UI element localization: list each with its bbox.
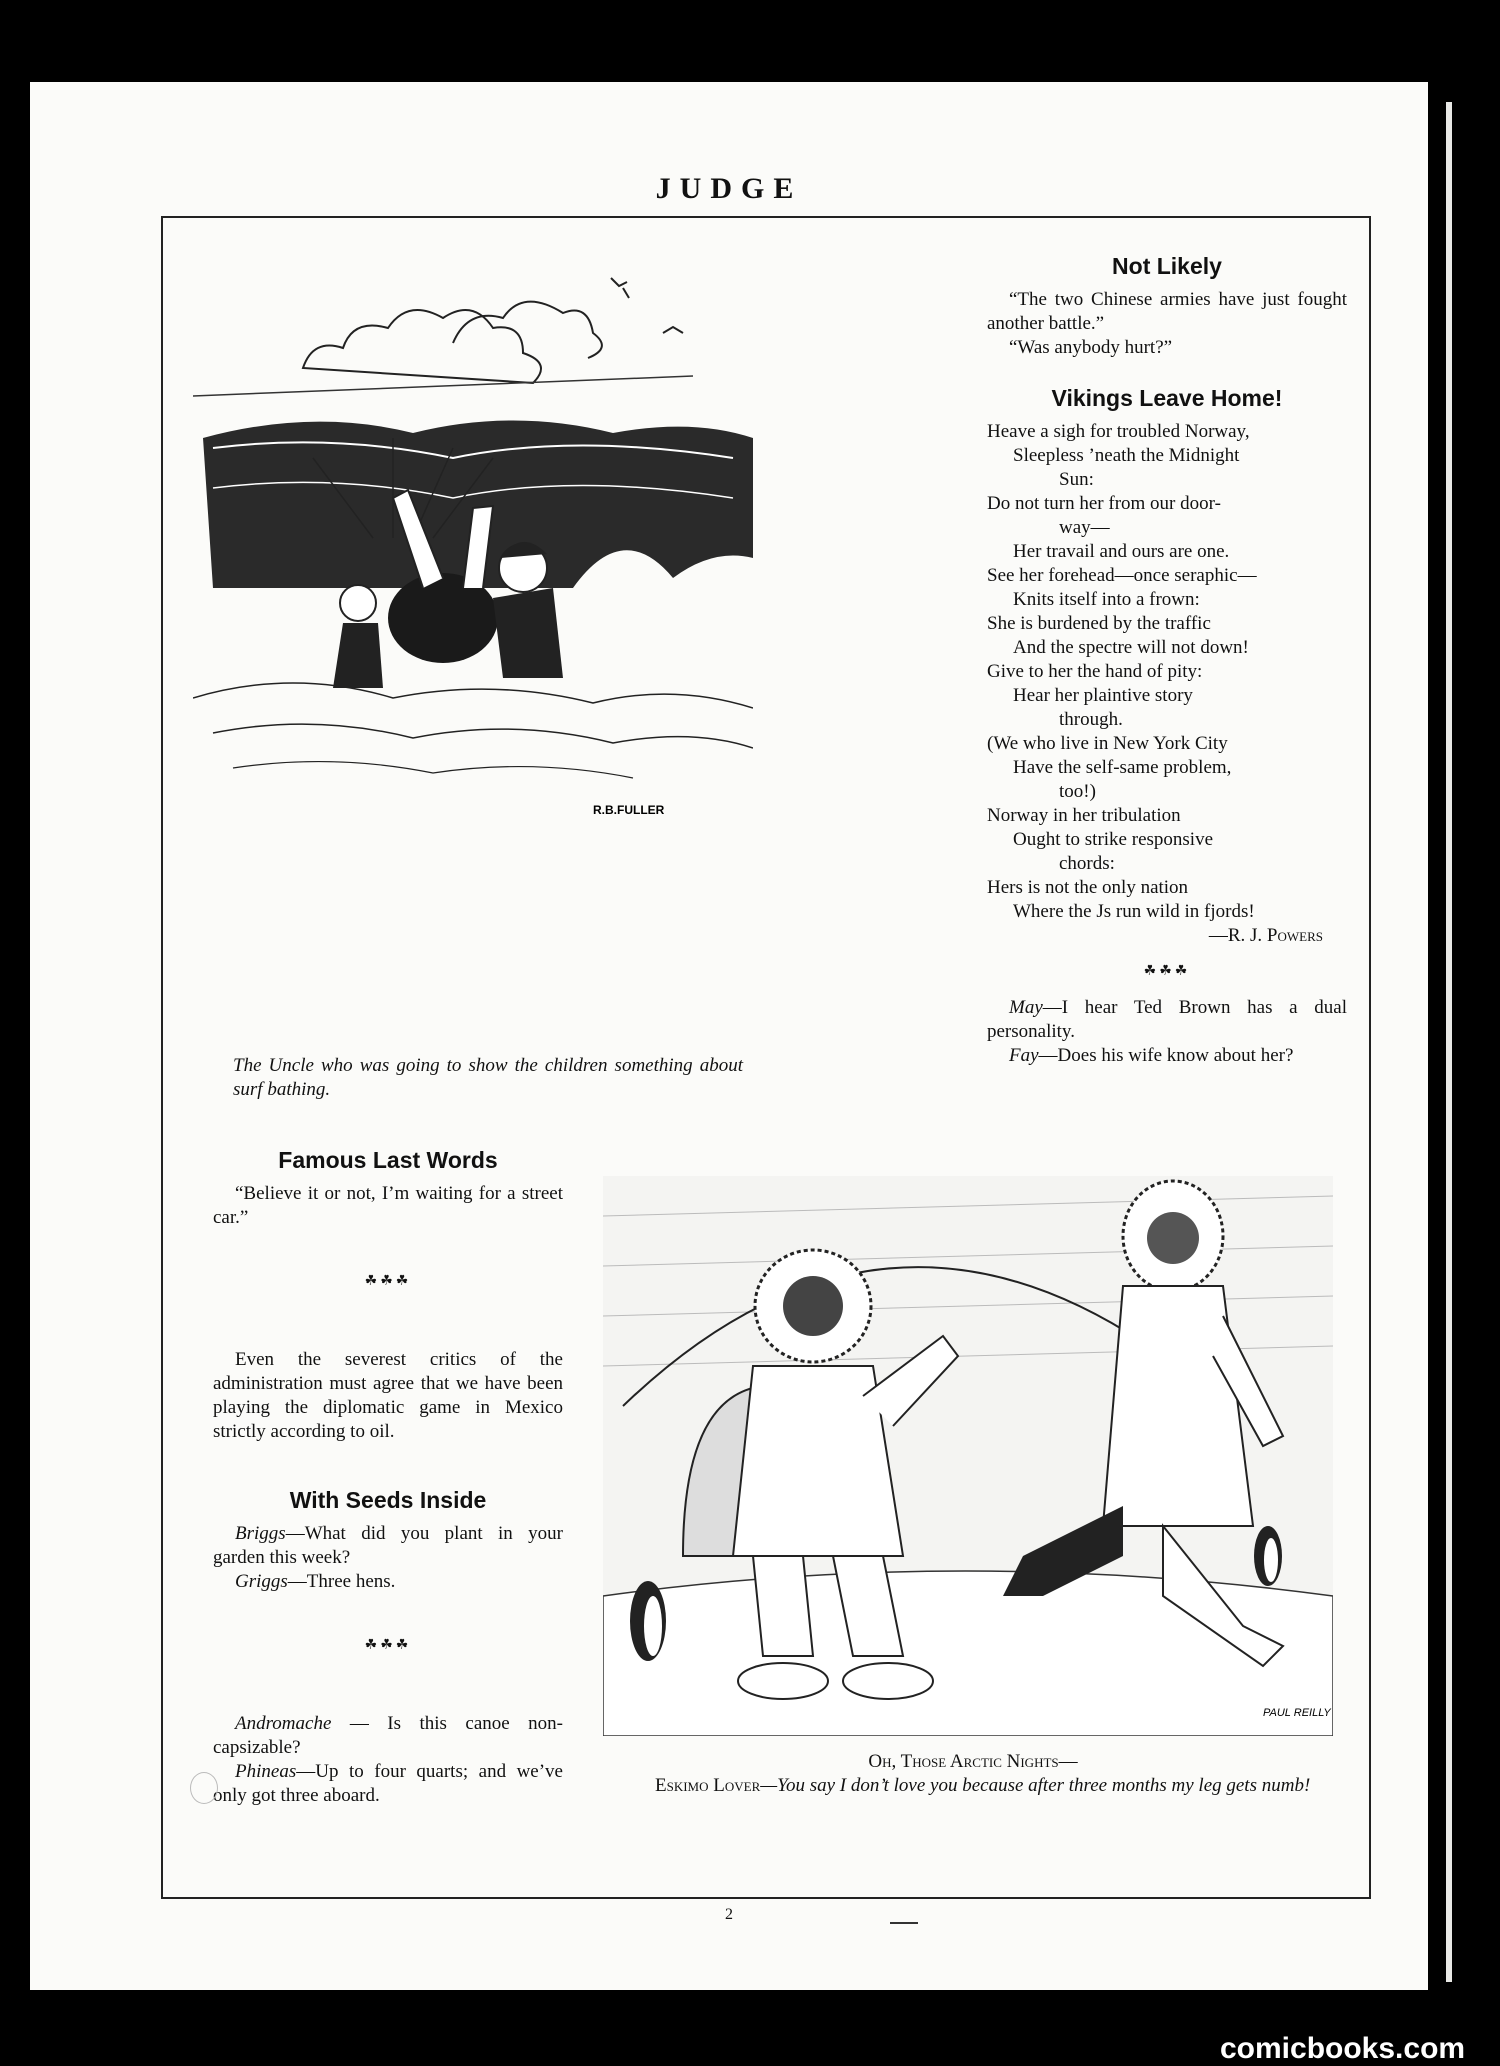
poem-line: Have the self-same problem, [1013,757,1232,778]
caption-title: Oh, Those Arctic Nights— [868,1751,1078,1772]
caption-text: —You say I don’t love you because after three months my leg gets numb! [760,1775,1311,1796]
left-column [213,1148,563,1808]
poem-line: Heave a sigh for troubled Norway, [987,421,1250,442]
poem-line: Sun: [1059,469,1094,490]
not-likely-title: Not Likely [1112,253,1222,279]
poem-line: See her forehead—once seraphic— [987,565,1257,586]
cartoon2-signature: PAUL REILLY [1263,1707,1331,1719]
ornament: ☘☘☘ [364,1638,412,1653]
griggs-line: —Three hens. [287,1571,396,1592]
caption-speaker: Eskimo Lover [655,1775,761,1796]
briggs-line: —What did you plant in your garden this week? [213,1523,563,1568]
page-number: 2 [725,1906,733,1923]
poem-line: (We who live in New York City [987,733,1228,754]
page-edge-strip [1446,102,1452,1982]
poem-line: Hers is not the only nation [987,877,1189,898]
seeds-line1 [213,1522,563,1570]
seeds-title: With Seeds Inside [289,1487,487,1513]
poem-line: Knits itself into a frown: [1013,589,1200,610]
not-likely-line: “Was anybody hurt?” [1009,337,1173,358]
speaker-griggs: Griggs [235,1571,288,1592]
canoe-line2 [213,1760,563,1808]
poem-line: And the spectre will not down! [1013,637,1249,658]
content-frame [161,216,1371,1899]
facing-page-edge [1428,82,1500,1990]
footer-dash [890,1922,918,1924]
poem-line: Give to her the hand of pity: [987,661,1203,682]
fay-line: —Does his wife know about her? [1038,1045,1294,1066]
speaker-may: May [1009,997,1043,1018]
poem-author: —R. J. Powers [1208,925,1323,946]
andromache-line: — Is this canoe non-capsizable? [213,1713,563,1758]
speaker-fay: Fay [1009,1045,1039,1066]
vikings-title: Vikings Leave Home! [1051,385,1283,411]
poem-line: Ought to strike responsive [1013,829,1214,850]
surf-cartoon [193,258,753,818]
page-blemish [190,1772,218,1804]
not-likely-line: “The two Chinese armies have just fought another battle.” [987,289,1347,334]
canoe-line1 [213,1712,563,1760]
speaker-briggs: Briggs [235,1523,286,1544]
poem-line: Sleepless ’neath the Midnight [1013,445,1240,466]
poem-line: way— [1059,517,1110,538]
famous-text: “Believe it or not, I’m waiting for a street car.” [213,1183,563,1228]
may-fay-line1 [987,996,1347,1044]
famous-title: Famous Last Words [278,1147,498,1173]
watermark: comicbooks.com [1220,2032,1466,2065]
caption-body [633,1774,1313,1798]
poem-line: chords: [1059,853,1115,874]
poem-line: too!) [1059,781,1096,802]
masthead: JUDGE [655,172,803,205]
phineas-line: —Up to four quarts; and we’ve only got three aboard. [213,1761,563,1806]
magazine-page [30,82,1428,1990]
poem-line: Where the Js run wild in fjords! [1013,901,1255,922]
right-column [987,254,1347,1068]
cartoon2-caption [633,1750,1313,1798]
cartoon1-signature: R.B.FULLER [593,803,665,817]
seeds-line2 [213,1570,563,1594]
ornament: ☘☘☘ [364,1274,412,1289]
arctic-cartoon [603,1176,1333,1736]
may-line: —I hear Ted Brown has a dual personality. [987,997,1347,1042]
speaker-phineas: Phineas [235,1761,297,1782]
may-fay-line2 [987,1044,1347,1068]
vikings-poem [987,420,1347,948]
poem-line: Hear her plaintive story [1013,685,1193,706]
cartoon1-caption: The Uncle who was going to show the children something about surf bathing. [233,1055,743,1100]
speaker-andromache: Andromache [235,1713,332,1734]
ornament: ☘☘☘ [1143,964,1191,979]
poem-line: She is burdened by the traffic [987,613,1211,634]
critics-text: Even the severest critics of the administration must agree that we have been playing the diplomatic game in Mexico strictly according to oil. [213,1349,563,1442]
poem-line: through. [1059,709,1123,730]
poem-line: Norway in her tribulation [987,805,1181,826]
poem-line: Her travail and ours are one. [1013,541,1230,562]
poem-line: Do not turn her from our door- [987,493,1221,514]
